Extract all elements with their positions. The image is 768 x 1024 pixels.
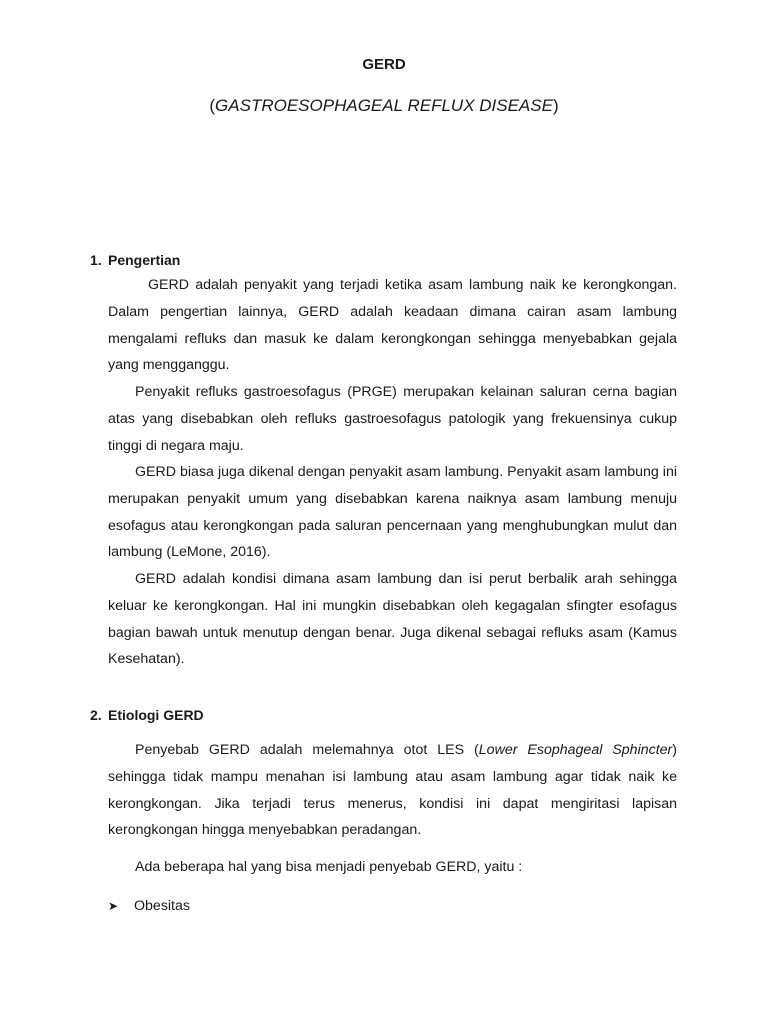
paragraph-intro — [108, 854, 677, 881]
section-heading-text: Etiologi GERD — [108, 707, 204, 723]
section-heading-pengertian — [90, 251, 180, 269]
section-number: 1. — [90, 252, 102, 268]
document-subtitle — [0, 96, 768, 116]
paragraph — [108, 459, 677, 566]
section-heading-text: Pengertian — [108, 252, 181, 268]
list-item-text: Obesitas — [134, 898, 190, 914]
paragraph-italic-term: Lower Esophageal Sphincter — [478, 742, 673, 758]
arrow-bullet-icon: ➤ — [108, 899, 119, 913]
section-heading-etiologi — [90, 706, 204, 724]
paragraph — [108, 737, 677, 844]
paragraph — [108, 272, 677, 379]
list-item — [108, 897, 190, 915]
paragraph-text-before: Penyebab GERD adalah melemahnya otot LES ( — [135, 742, 479, 758]
subtitle-close-paren: ) — [552, 96, 559, 115]
section-number: 2. — [90, 707, 102, 723]
subtitle-open-paren: ( — [209, 96, 216, 115]
paragraph-text: GERD adalah penyakit yang terjadi ketika asam lambung naik ke kerongkongan. Dalam pengertian lainnya, GERD adalah keadaan dimana cairan asam lambung mengalami refluks dan masuk ke dalam kerongkongan sehingga menyebabkan gejala yang mengganggu. — [108, 277, 677, 374]
paragraph-text-after: ) sehingga tidak mampu menahan isi lambung atau asam lambung agar tidak naik ke kerongkongan. Jika terjadi terus menerus, kondisi ini dapat mengiritasi lapisan kerongkongan hingga menyebabkan peradangan. — [108, 742, 678, 839]
paragraph-text: GERD biasa juga dikenal dengan penyakit asam lambung. Penyakit asam lambung ini merupakan penyakit umum yang disebabkan karena naiknya asam lambung menuju esofagus atau kerongkongan pada saluran pencernaan yang menghubungkan mulut dan lambung (LeMone, 2016). — [108, 464, 677, 561]
subtitle-italic-text: GASTROESOPHAGEAL REFLUX DISEASE — [215, 96, 553, 115]
paragraph — [108, 566, 677, 673]
paragraph-text: Ada beberapa hal yang bisa menjadi penyebab GERD, yaitu : — [135, 859, 523, 875]
paragraph-text: Penyakit refluks gastroesofagus (PRGE) merupakan kelainan saluran cerna bagian atas yang disebabkan oleh refluks gastroesofagus patologik yang frekuensinya cukup tinggi di negara maju. — [108, 384, 677, 454]
paragraph-text: GERD adalah kondisi dimana asam lambung dan isi perut berbalik arah sehingga keluar ke kerongkongan. Hal ini mungkin disebabkan oleh kegagalan sfingter esofagus bagian bawah untuk menutup dengan benar. Juga dikenal sebagai refluks asam (Kamus Kesehatan). — [108, 571, 677, 668]
document-title: GERD — [362, 56, 406, 73]
paragraph — [108, 379, 677, 459]
